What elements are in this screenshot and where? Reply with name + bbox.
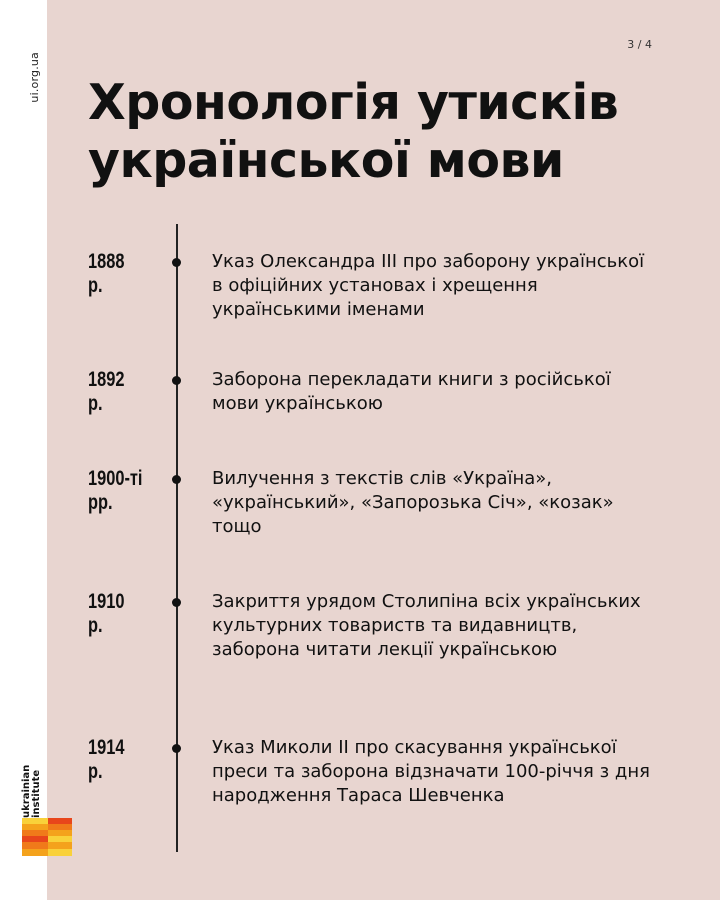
event-description: Указ Олександра III про заборону української в офіційних установах і хрещення українськими іменами <box>212 251 645 320</box>
timeline-dot <box>172 376 181 385</box>
event-year: 1914 р. <box>88 736 125 783</box>
timeline-dot <box>172 258 181 267</box>
timeline-dot <box>172 744 181 753</box>
site-url[interactable]: ui.org.ua <box>28 52 41 103</box>
event-description: Указ Миколи II про скасування української преси та заборона відзначати 100-річчя з дня народження Тараса Шевченка <box>212 737 650 806</box>
brand-name <box>22 758 42 818</box>
event-description: Вилучення з текстів слів «Україна», «український», «Запорозька Січ», «козак» тощо <box>212 468 614 537</box>
page-title: Хронологія утисків української мови <box>88 74 619 189</box>
brand-name-line2: institute <box>31 769 42 818</box>
timeline-line <box>176 224 178 852</box>
event-year: 1892 р. <box>88 368 125 415</box>
event-year: 1900-ті рр. <box>88 467 143 514</box>
event-description: Заборона перекладати книги з російської мови українською <box>212 369 611 414</box>
timeline-dot <box>172 598 181 607</box>
page-indicator: 3 / 4 <box>627 38 652 51</box>
brand-name-line1: ukrainian <box>21 764 32 818</box>
timeline-dot <box>172 475 181 484</box>
event-description: Закриття урядом Столипіна всіх українських культурних товариств та видавництв, заборона читати лекції українською <box>212 591 641 660</box>
sidebar <box>0 0 47 900</box>
event-year: 1910 р. <box>88 590 125 637</box>
event-year: 1888 р. <box>88 250 125 297</box>
ukrainian-institute-logo-icon <box>22 818 72 856</box>
